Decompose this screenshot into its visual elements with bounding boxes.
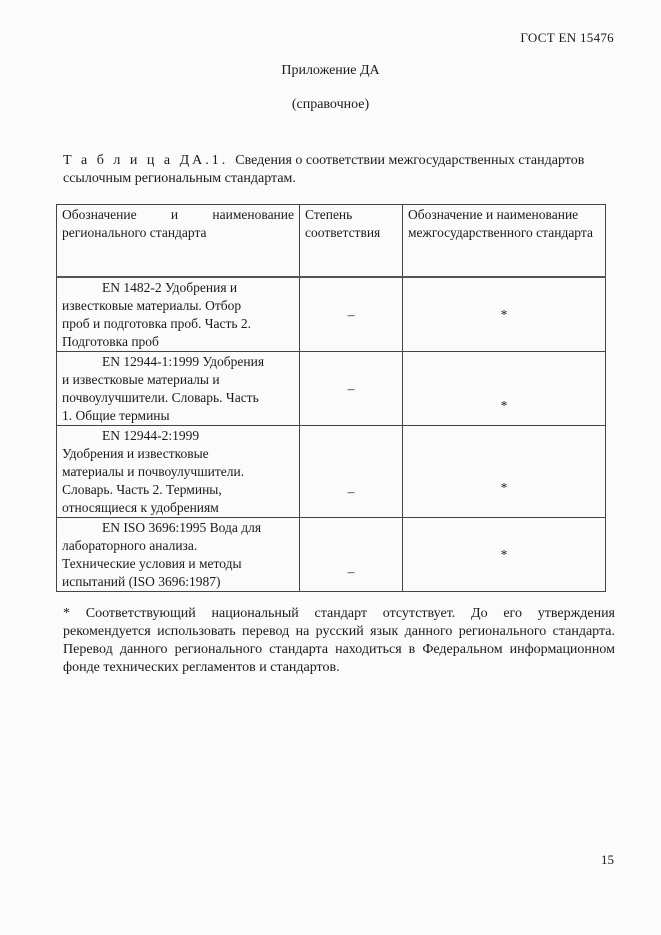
header-degree: Степень соответствия <box>300 205 403 278</box>
cell-line: испытаний (ISO 3696:1987) <box>62 574 221 589</box>
table-row <box>57 277 606 352</box>
degree-cell: – <box>300 518 403 592</box>
cell-line: материалы и почвоулучшители. <box>62 464 245 479</box>
table-row <box>57 426 606 518</box>
degree-cell: – <box>300 426 403 518</box>
header-regional-standard-line1: Обозначение и наименование <box>62 207 294 222</box>
standards-correspondence-table <box>56 204 606 592</box>
table-row <box>57 352 606 426</box>
table-header-row <box>57 205 606 278</box>
table-caption-text: Сведения о соответствии межгосударственных стандартов ссылочным региональным стандартам. <box>63 153 585 186</box>
appendix-subtitle: (справочное) <box>291 97 370 112</box>
header-regional-standard-line2: регионального стандарта <box>62 225 207 240</box>
header-interstate-standard: Обозначение и наименование межгосударственного стандарта <box>403 205 606 278</box>
interstate-standard-cell: * <box>403 352 606 426</box>
appendix-title: Приложение ДА <box>281 63 380 78</box>
cell-line: известковые материалы. Отбор <box>62 298 242 313</box>
regional-standard-cell <box>57 518 300 592</box>
table-caption-label: Т а б л и ц а ДА.1. <box>63 153 229 168</box>
cell-line: EN ISO 3696:1995 Вода для <box>102 520 262 535</box>
cell-line: EN 1482-2 Удобрения и <box>102 280 238 295</box>
footnote: * Соответствующий национальный стандарт отсутствует. До его утверждения рекомендуется использовать перевод на русский язык данного регионального стандарта. Перевод данного регионального стандарта находиться в Федеральном информационном фонде технических регламентов и стандартов. <box>63 606 615 675</box>
cell-line: Словарь. Часть 2. Термины, <box>62 482 222 497</box>
table-caption <box>63 152 603 188</box>
degree-cell: – <box>300 277 403 352</box>
cell-line: почвоулучшители. Словарь. Часть <box>62 390 259 405</box>
document-standard-code: ГОСТ EN 15476 <box>520 30 614 45</box>
cell-line: и известковые материалы и <box>62 372 220 387</box>
cell-line: Удобрения и известковые <box>62 446 209 461</box>
cell-line: 1. Общие термины <box>62 408 170 423</box>
cell-line: Подготовка проб <box>62 334 159 349</box>
interstate-standard-cell: * <box>403 426 606 518</box>
cell-line: EN 12944-2:1999 <box>102 428 200 443</box>
regional-standard-cell <box>57 426 300 518</box>
cell-line: относящиеся к удобрениям <box>62 500 219 515</box>
cell-line: Технические условия и методы <box>62 556 242 571</box>
page-number: 15 <box>601 852 614 867</box>
table-row <box>57 518 606 592</box>
header-regional-standard <box>57 205 300 278</box>
interstate-standard-cell: * <box>403 277 606 352</box>
interstate-standard-cell: * <box>403 518 606 592</box>
cell-line: лабораторного анализа. <box>62 538 198 553</box>
cell-line: EN 12944-1:1999 Удобрения <box>102 354 265 369</box>
regional-standard-cell <box>57 277 300 352</box>
regional-standard-cell <box>57 352 300 426</box>
degree-cell: – <box>300 352 403 426</box>
cell-line: проб и подготовка проб. Часть 2. <box>62 316 252 331</box>
